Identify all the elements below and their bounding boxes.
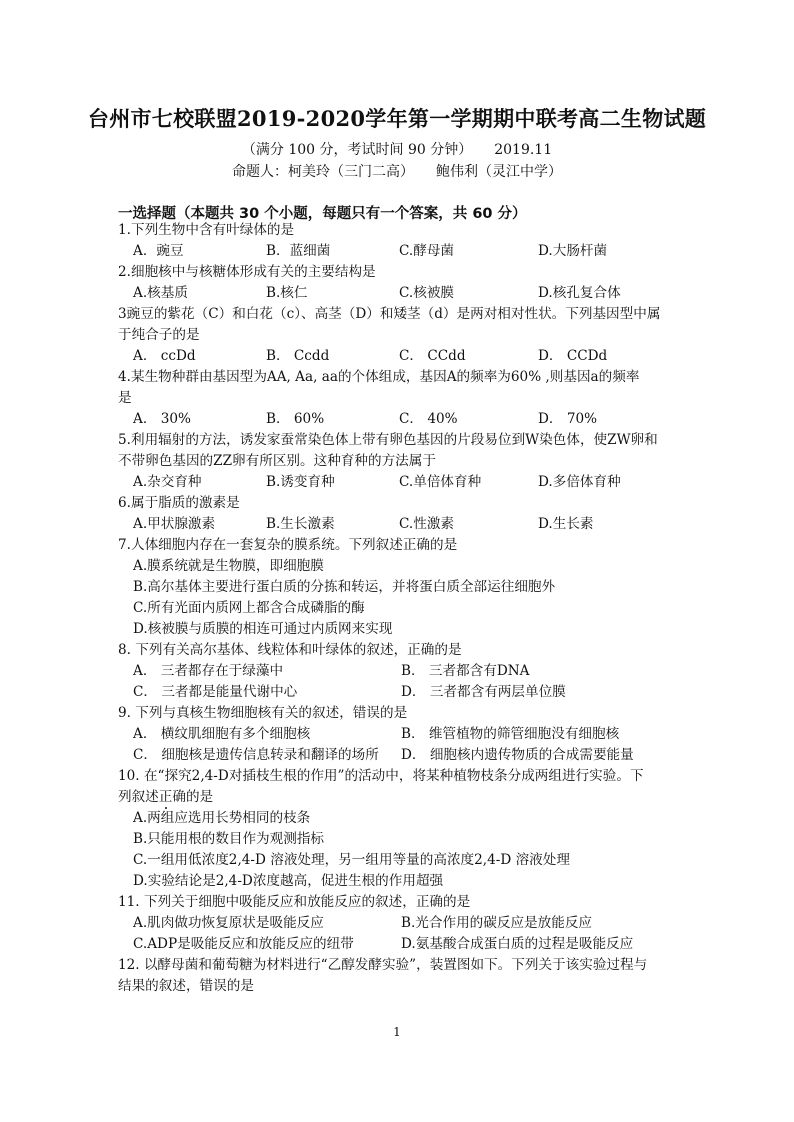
question-stem: 1.下列生物中含有叶绿体的是	[118, 222, 295, 238]
option: A.杂交育种	[133, 474, 202, 490]
question-stem: 2.细胞核中与核糖体形成有关的主要结构是	[118, 264, 376, 280]
option-row	[118, 283, 688, 304]
exam-info: （满分 100 分，考试时间 90 分钟）	[241, 142, 473, 158]
option: D.大肠杆菌	[538, 243, 608, 259]
option: C.单倍体育种	[399, 474, 482, 490]
option: C． CCdd	[399, 348, 466, 364]
option: B.核仁	[266, 285, 308, 301]
option: C.所有光面内质网上都含合成磷脂的酶	[133, 600, 365, 616]
option: D.多倍体育种	[538, 474, 621, 490]
option: B． 三者都含有DNA	[401, 663, 530, 679]
question-stem: 5.利用辐射的方法，诱发家蚕常染色体上带有卵色基因的片段易位到W染色体，使ZW卵和	[118, 432, 658, 448]
option: B.光合作用的碳反应是放能反应	[401, 915, 593, 931]
option: A.肌肉做功恢复原状是吸能反应	[133, 915, 324, 931]
author-1: 命题人：柯美玲（三门二高）	[232, 164, 414, 180]
option: B.高尔基体主要进行蛋白质的分拣和转运，并将蛋白质全部运往细胞外	[133, 579, 556, 595]
option: C.性激素	[399, 516, 455, 532]
section-title: 一选择题（本题共 30 个小题，每题只有一个答案，共 60 分）	[118, 206, 527, 222]
stem-text: 确的是	[172, 789, 214, 805]
question-stem: 8. 下列有关高尔基体、线粒体和叶绿体的叙述，正确的是	[118, 642, 462, 658]
option: C.酵母菌	[399, 243, 455, 259]
question-stem: 7.人体细胞内存在一套复杂的膜系统。下列叙述正确的是	[118, 537, 458, 553]
option: D.核孔复合体	[538, 285, 621, 301]
question-stem: 6.属于脂质的激素是	[118, 495, 240, 511]
option: C． 三者都是能量代谢中心	[133, 684, 298, 700]
option: A.膜系统就是生物膜，即细胞膜	[133, 558, 324, 574]
question-stem: 3豌豆的紫花（C）和白花（c）、高茎（D）和矮茎（d）是两对相对性状。下列基因型中属	[118, 306, 661, 322]
option: C.核被膜	[399, 285, 455, 301]
option: D.实验结论是2,4-D浓度越高，促进生根的作用超强	[133, 873, 444, 889]
exam-date: 2019.11	[494, 142, 553, 158]
question-stem: 4.某生物种群由基因型为AA, Aa, aa的个体组成，基因A的频率为60% ,则基因a的频率	[118, 369, 640, 385]
option-row	[118, 745, 688, 766]
option: B． 维管植物的筛管细胞没有细胞核	[401, 726, 620, 742]
option: D． 70%	[538, 411, 598, 427]
option: D． 细胞核内遗传物质的合成需要能量	[401, 747, 634, 763]
exam-info-line	[0, 139, 794, 159]
option: A． 30%	[133, 411, 191, 427]
option-row	[118, 409, 688, 430]
option: A． 三者都存在于绿藻中	[133, 663, 284, 679]
option: C.ADP是吸能反应和放能反应的纽带	[133, 936, 354, 952]
option: C.一组用低浓度2,4-D 溶液处理，另一组用等量的高浓度2,4-D 溶液处理	[133, 852, 570, 868]
option-row	[118, 241, 688, 262]
option-row	[118, 472, 688, 493]
question-stem-cont	[118, 787, 688, 808]
option: A．豌豆	[133, 243, 184, 259]
option: A． ccDd	[133, 348, 196, 364]
option: D． CCDd	[538, 348, 608, 364]
option: D． 三者都含有两层单位膜	[401, 684, 566, 700]
option: B． 60%	[266, 411, 325, 427]
question-stem: 9. 下列与真核生物细胞核有关的叙述，错误的是	[118, 705, 408, 721]
question-stem: 11. 下列关于细胞中吸能反应和放能反应的叙述，正确的是	[118, 894, 471, 910]
option: C． 细胞核是遗传信息转录和翻译的场所	[133, 747, 379, 763]
option: D.生长素	[538, 516, 594, 532]
page-number: 1	[393, 1025, 401, 1039]
option-row	[118, 514, 688, 535]
option-row	[118, 934, 688, 955]
question-list	[118, 220, 688, 997]
stem-text: 列叙述	[118, 789, 159, 805]
question-stem-cont: 是	[118, 390, 132, 406]
question-stem-cont: 于纯合子的是	[118, 327, 200, 343]
question-stem-cont: 不带卵色基因的ZZ卵有所区别。这种育种的方法属于	[118, 453, 436, 469]
option: B．蓝细菌	[266, 243, 331, 259]
question-stem: 12. 以酵母菌和葡萄糖为材料进行“乙醇发酵实验”，装置图如下。下列关于该实验过程与	[118, 957, 648, 973]
option-row	[118, 346, 688, 367]
author-2: 鲍伟利（灵江中学）	[436, 164, 562, 180]
option: B.生长激素	[266, 516, 335, 532]
option: D.核被膜与质膜的相连可通过内质网来实现	[133, 621, 393, 637]
option: A.甲状腺激素	[133, 516, 216, 532]
exam-title: 台州市七校联盟2019-2020学年第一学期期中联考高二生物试题	[87, 106, 707, 131]
option-row	[118, 724, 688, 745]
option-row	[118, 913, 688, 934]
option: B.诱变育种	[266, 474, 335, 490]
option: D.氨基酸合成蛋白质的过程是吸能反应	[401, 936, 634, 952]
option: C． 40%	[399, 411, 458, 427]
option: A.两组应选用长势相同的枝条	[133, 810, 311, 826]
question-stem: 10. 在“探究2,4-D对插枝生根的作用”的活动中，将某种植物枝条分成两组进行实验。下	[118, 768, 644, 784]
question-stem-cont: 结果的叙述，错误的是	[118, 978, 254, 994]
option-row	[118, 661, 688, 682]
option: A． 横纹肌细胞有多个细胞核	[133, 726, 311, 742]
option: B.只能用根的数目作为观测指标	[133, 831, 325, 847]
author-line	[0, 161, 794, 181]
option: A.核基质	[133, 285, 188, 301]
option-row	[118, 682, 688, 703]
option: B． Ccdd	[266, 348, 330, 364]
emphasis-char: 正	[158, 789, 173, 805]
